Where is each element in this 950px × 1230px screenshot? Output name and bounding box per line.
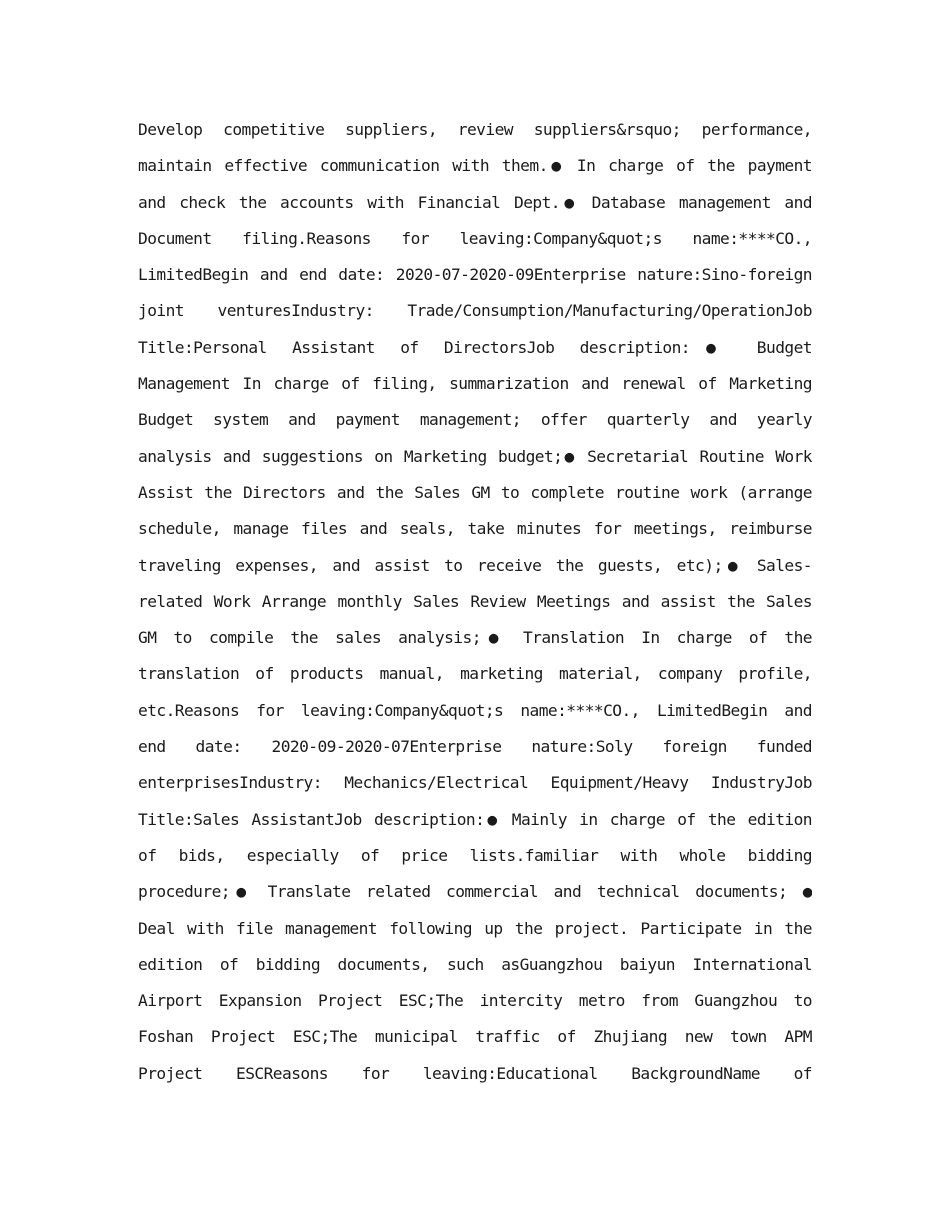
text-line: enterprisesIndustry: Mechanics/Electrical Equipment/Heavy IndustryJob: [138, 773, 812, 793]
text-line: edition of bidding documents, such asGuangzhou baiyun International: [138, 954, 812, 974]
text-line: Title:Sales AssistantJob description:● Mainly in charge of the edition: [138, 809, 812, 829]
body-text: [138, 112, 812, 1092]
text-line: Budget system and payment management; offer quarterly and yearly: [138, 410, 812, 430]
text-line: GM to compile the sales analysis;● Translation In charge of the: [138, 628, 812, 648]
text-line: Document filing.Reasons for leaving:Company&quot;s name:****CO.,: [138, 228, 812, 248]
text-line: schedule, manage files and seals, take minutes for meetings, reimburse: [138, 519, 812, 539]
text-line: etc.Reasons for leaving:Company&quot;s name:****CO., LimitedBegin and: [138, 700, 812, 720]
text-line: Project ESCReasons for leaving:Educational BackgroundName of: [138, 1063, 812, 1083]
text-line: maintain effective communication with them.● In charge of the payment: [138, 156, 812, 176]
text-line: procedure;● Translate related commercial and technical documents; ●: [138, 882, 812, 902]
text-line: analysis and suggestions on Marketing budget;● Secretarial Routine Work: [138, 446, 812, 466]
text-line: joint venturesIndustry: Trade/Consumption/Manufacturing/OperationJob: [138, 301, 812, 321]
text-line: translation of products manual, marketing material, company profile,: [138, 664, 812, 684]
text-line: end date: 2020-09-2020-07Enterprise nature:Soly foreign funded: [138, 737, 812, 757]
text-line: Deal with file management following up the project. Participate in the: [138, 918, 812, 938]
text-line: Title:Personal Assistant of DirectorsJob description:● Budget: [138, 337, 812, 357]
text-line: of bids, especially of price lists.familiar with whole bidding: [138, 845, 812, 865]
text-line: Foshan Project ESC;The municipal traffic of Zhujiang new town APM: [138, 1027, 812, 1047]
text-line: Management In charge of filing, summarization and renewal of Marketing: [138, 374, 812, 394]
text-line: Assist the Directors and the Sales GM to complete routine work (arrange: [138, 482, 812, 502]
text-line: LimitedBegin and end date: 2020-07-2020-09Enterprise nature:Sino-foreign: [138, 265, 812, 285]
text-line: related Work Arrange monthly Sales Review Meetings and assist the Sales: [138, 591, 812, 611]
text-line: Airport Expansion Project ESC;The intercity metro from Guangzhou to: [138, 991, 812, 1011]
text-line: Develop competitive suppliers, review suppliers&rsquo; performance,: [138, 120, 812, 139]
text-line: traveling expenses, and assist to receive the guests, etc);● Sales-: [138, 555, 812, 575]
text-line: and check the accounts with Financial Dept.● Database management and: [138, 192, 812, 212]
